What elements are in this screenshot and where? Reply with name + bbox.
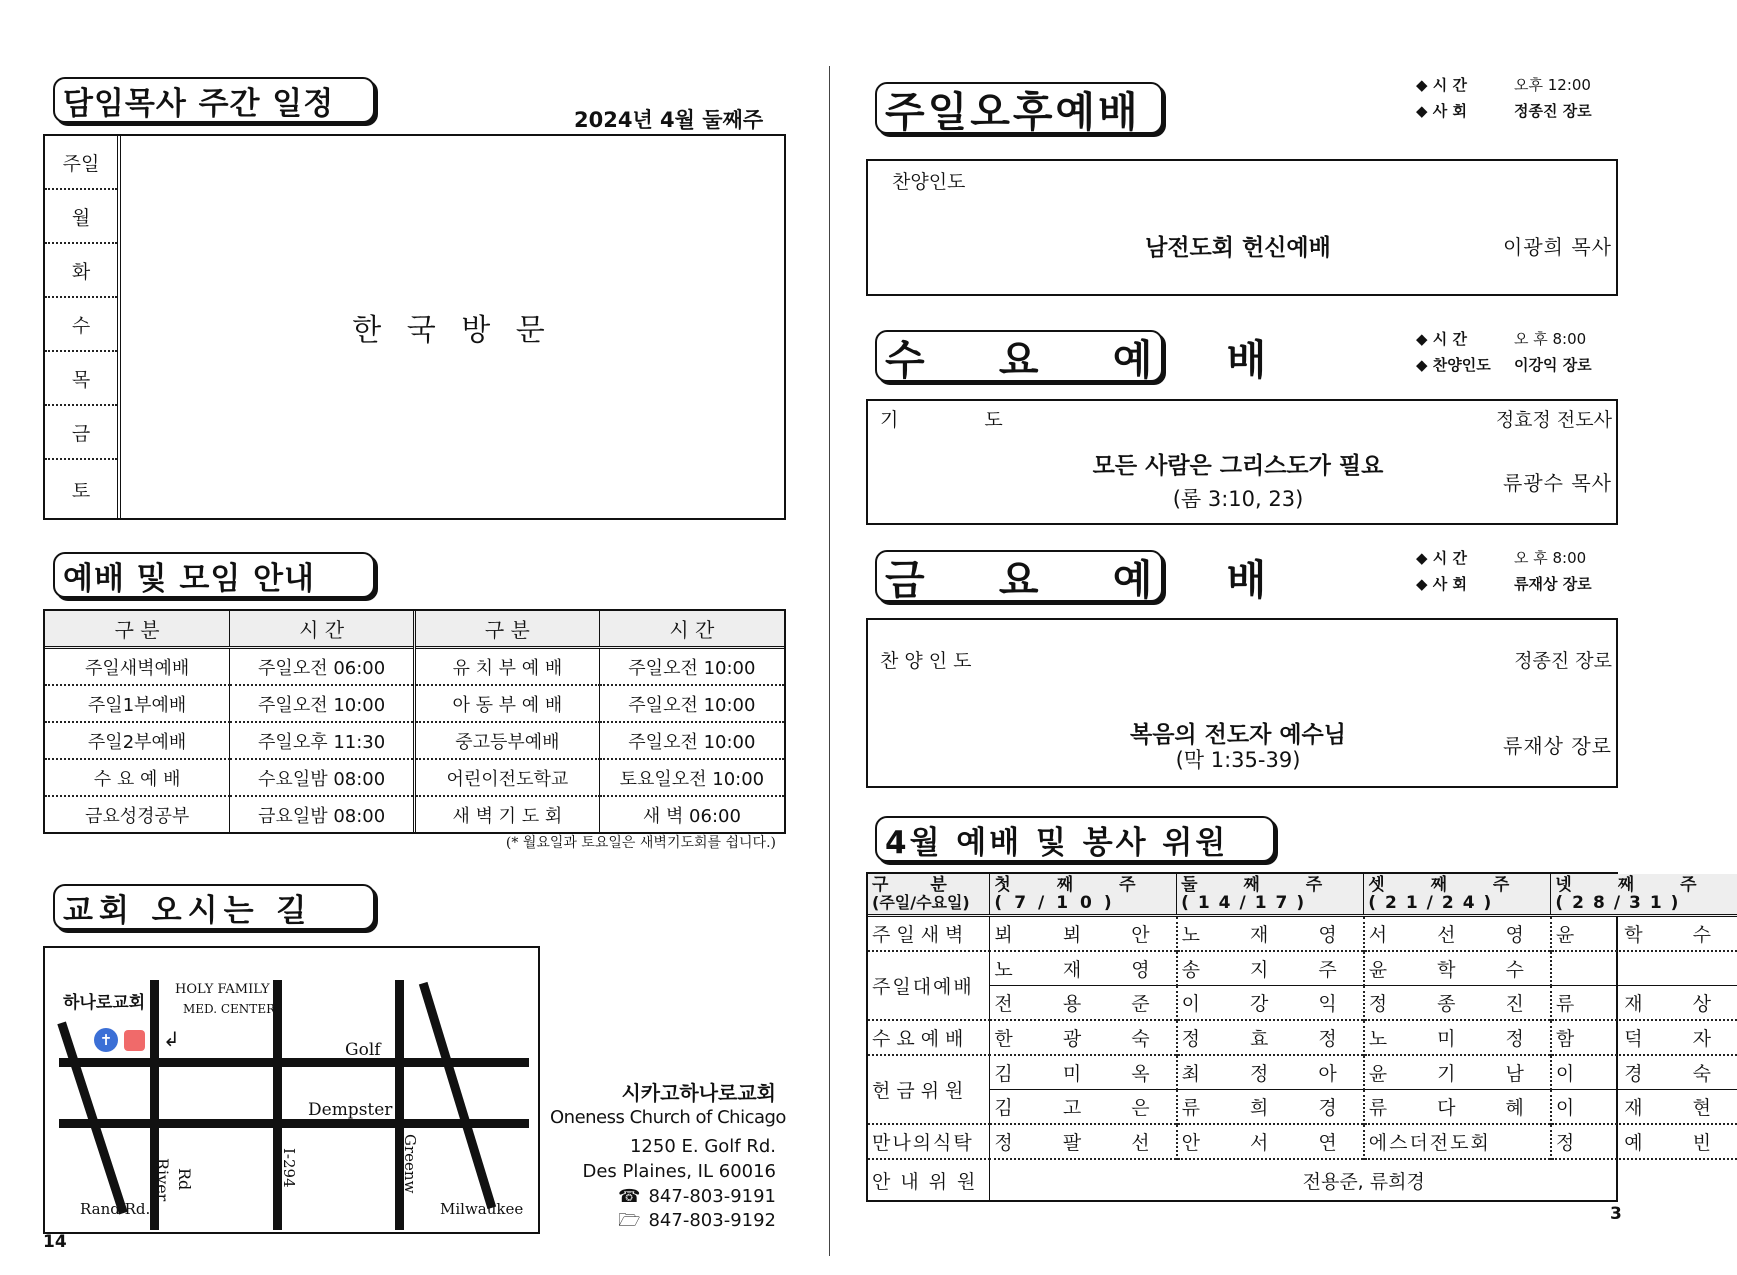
info-value: 정종진 장로 xyxy=(1514,102,1592,120)
services-header: 시 간 xyxy=(669,618,715,642)
duty-name: 이 경 숙 xyxy=(1555,1063,1734,1085)
info-value: 류재상 장로 xyxy=(1514,575,1592,593)
duty-role: 헌금위원 xyxy=(868,1055,990,1124)
service-time: 주일오전 06:00 xyxy=(230,648,415,686)
duty-name: 정 팔 선 xyxy=(990,1124,1177,1159)
service-name: 아 동 부 예 배 xyxy=(415,685,600,722)
service-time: 주일오전 10:00 xyxy=(230,685,415,722)
church-name-en: Oneness Church of Chicago xyxy=(550,1107,786,1128)
fax-number: 847-803-9192 xyxy=(648,1210,776,1231)
duty-name: 윤 학 수 xyxy=(1555,924,1734,946)
table-row xyxy=(45,722,784,759)
hospital-label-2: MED. CENTER xyxy=(183,1002,276,1016)
table-row xyxy=(868,986,1737,1021)
table-row xyxy=(868,1159,1737,1200)
worship-leader-label: 찬 양 인 도 xyxy=(880,650,972,672)
dempster-road xyxy=(59,1119,529,1128)
wednesday-info xyxy=(1416,326,1592,378)
street-address: 1250 E. Golf Rd. xyxy=(629,1136,776,1157)
service-name: 주일1부예배 xyxy=(45,685,230,722)
service-time: 주일오전 10:00 xyxy=(599,685,784,722)
duty-name: 이 재 현 xyxy=(1555,1097,1734,1119)
duty-name: 최 정 아 xyxy=(1177,1055,1364,1090)
service-name: 주일새벽예배 xyxy=(45,648,230,686)
services-title: 예배 및 모임 안내 xyxy=(53,552,375,598)
weekly-schedule-box xyxy=(43,134,786,520)
hospital-label-1: HOLY FAMILY xyxy=(175,982,270,997)
friday-box xyxy=(866,618,1618,788)
milwaukee-road xyxy=(419,982,496,1209)
i294-road xyxy=(273,980,282,1230)
prayer-label: 기 도 xyxy=(880,409,1043,431)
preacher-name: 류광수 목사 xyxy=(1503,471,1612,495)
sermon-title: 복음의 전도자 예수님 xyxy=(1130,722,1346,748)
directions-title: 교회 오시는 길 xyxy=(53,884,375,930)
friday-info xyxy=(1416,545,1592,597)
sunday-pm-box xyxy=(866,159,1618,296)
city-address: Des Plaines, IL 60016 xyxy=(582,1161,776,1182)
table-row xyxy=(868,951,1737,986)
duty-name: 정 효 정 xyxy=(1177,1020,1364,1055)
services-table-wrap xyxy=(43,609,786,834)
church-name-ko: 시카고하나로교회 xyxy=(621,1081,776,1105)
service-name: 주일2부예배 xyxy=(45,722,230,759)
sunday-pm-info xyxy=(1416,72,1592,124)
duty-name: 류 다 혜 xyxy=(1364,1090,1551,1125)
duty-name: 노 재 영 xyxy=(1177,916,1364,952)
duty-name: 정 예 빈 xyxy=(1555,1132,1734,1154)
day-wednesday: 수 xyxy=(45,298,117,352)
river-label: River xyxy=(153,1158,172,1202)
duty-role: 만나의식탁 xyxy=(868,1124,990,1159)
table-row xyxy=(868,1090,1737,1125)
info-label: ◆ 시 간 xyxy=(1416,330,1467,348)
duty-name: 안 서 연 xyxy=(1177,1124,1364,1159)
guide-names: 전용준, 류희경 xyxy=(1302,1170,1425,1193)
week-header: 둘 째 주 (14/17) xyxy=(1177,874,1364,916)
duty-name: 윤 기 남 xyxy=(1364,1055,1551,1090)
duty-title: 4월 예배 및 봉사 위원 xyxy=(875,816,1275,862)
duty-name: 전 용 준 xyxy=(990,986,1177,1021)
rand-road xyxy=(57,1022,127,1215)
duty-name: 류 희 경 xyxy=(1177,1090,1364,1125)
preacher-name: 이광희 목사 xyxy=(1503,235,1612,259)
weekly-schedule-title: 담임목사 주간 일정 xyxy=(53,77,375,123)
entrance-arrow-icon: ↲ xyxy=(163,1027,180,1051)
service-name: 금요성경공부 xyxy=(45,796,230,832)
prayer-name: 정효정 전도사 xyxy=(1495,409,1612,431)
info-value: 오후 12:00 xyxy=(1514,76,1591,94)
services-table xyxy=(45,611,784,832)
info-label: ◆ 사 회 xyxy=(1416,575,1467,593)
service-time: 금요일밤 08:00 xyxy=(230,796,415,832)
wednesday-title: 수 요 예 배 xyxy=(875,330,1163,382)
day-friday: 금 xyxy=(45,406,117,460)
preacher-name: 류재상 장로 xyxy=(1503,734,1612,758)
info-label: ◆ 시 간 xyxy=(1416,76,1467,94)
service-name: 유 치 부 예 배 xyxy=(415,648,600,686)
table-row xyxy=(45,685,784,722)
rand-label: Rand Rd. xyxy=(80,1200,151,1218)
table-row xyxy=(868,1055,1737,1090)
duty-role: 수요예배 xyxy=(868,1020,990,1055)
duty-header-label: 구 분 (주일/수요일) xyxy=(868,874,990,916)
duty-name: 뵈 뵈 안 xyxy=(990,916,1177,952)
services-header: 구 분 xyxy=(45,611,230,648)
service-time: 주일오후 11:30 xyxy=(230,722,415,759)
day-sunday: 주일 xyxy=(45,136,117,190)
church-cross-icon: ✝ xyxy=(94,1028,118,1052)
duty-role: 주일새벽 xyxy=(868,916,990,952)
info-value: 오 후 8:00 xyxy=(1514,330,1587,348)
table-row xyxy=(868,916,1737,952)
service-time: 토요일오전 10:00 xyxy=(599,759,784,796)
service-name: 어린이전도학교 xyxy=(415,759,600,796)
info-label: ◆ 사 회 xyxy=(1416,102,1467,120)
rd-label: Rd xyxy=(175,1168,194,1191)
fax-icon: 🗁 xyxy=(618,1210,641,1231)
services-header: 구 분 xyxy=(415,611,600,648)
greenwood-label: Greenw xyxy=(401,1134,419,1194)
duty-name: 윤 학 수 xyxy=(1364,951,1551,986)
info-label: ◆ 시 간 xyxy=(1416,549,1467,567)
service-time: 주일오전 10:00 xyxy=(599,722,784,759)
duty-name: 서 선 영 xyxy=(1364,916,1551,952)
table-row xyxy=(45,648,784,686)
day-tuesday: 화 xyxy=(45,244,117,298)
service-time: 주일오전 10:00 xyxy=(599,648,784,686)
duty-name: 김 미 옥 xyxy=(990,1055,1177,1090)
info-label: ◆ 찬양인도 xyxy=(1416,356,1491,374)
church-address xyxy=(550,1080,786,1233)
sunday-pm-title: 주일오후예배 xyxy=(875,82,1163,134)
scripture: (롬 3:10, 23) xyxy=(1172,487,1304,511)
service-name: 새 벽 기 도 회 xyxy=(415,796,600,832)
page-number-left: 14 xyxy=(43,1232,67,1252)
day-monday: 월 xyxy=(45,190,117,244)
milwaukee-label: Milwaukee xyxy=(440,1200,524,1218)
duty-name: 김 고 은 xyxy=(990,1090,1177,1125)
phone-number: 847-803-9191 xyxy=(648,1186,776,1207)
church-label: 하나로교회 xyxy=(63,993,146,1013)
schedule-text: 한 국 방 문 xyxy=(352,313,553,348)
service-name: 수 요 예 배 xyxy=(45,759,230,796)
services-note: (* 월요일과 토요일은 새벽기도회를 쉽니다.) xyxy=(505,835,776,851)
week-label: 2024년 4월 둘째주 xyxy=(574,108,764,132)
duty-name xyxy=(1551,951,1737,986)
duty-name: 노 미 정 xyxy=(1364,1020,1551,1055)
duty-table xyxy=(868,874,1737,1200)
day-saturday: 토 xyxy=(71,479,91,502)
duty-name: 송 지 주 xyxy=(1177,951,1364,986)
worship-leader-name: 정종진 장로 xyxy=(1514,650,1612,672)
info-value: 이강익 장로 xyxy=(1514,356,1592,374)
page-divider xyxy=(829,66,830,1256)
dempster-label: Dempster xyxy=(308,1100,393,1120)
golf-label: Golf xyxy=(345,1040,381,1060)
golf-road xyxy=(59,1058,529,1067)
phone-icon: ☎ xyxy=(618,1186,641,1207)
table-row xyxy=(868,1124,1737,1159)
duty-name: 노 재 영 xyxy=(990,951,1177,986)
duty-name: 에스더전도회 xyxy=(1364,1124,1551,1159)
scripture: (막 1:35-39) xyxy=(1175,748,1301,772)
day-thursday: 목 xyxy=(45,352,117,406)
week-header: 첫 째 주 (7/10) xyxy=(990,874,1177,916)
duty-name: 이 강 익 xyxy=(1177,986,1364,1021)
services-header: 시 간 xyxy=(230,611,415,648)
page-number-right: 3 xyxy=(1610,1204,1622,1224)
duty-name: 한 광 숙 xyxy=(990,1020,1177,1055)
worship-leader-label: 찬양인도 xyxy=(892,171,966,193)
week-header: 넷 째 주 (28/31) xyxy=(1551,874,1737,916)
friday-title: 금 요 예 배 xyxy=(875,550,1163,602)
duty-name: 정 종 진 xyxy=(1364,986,1551,1021)
service-time: 새 벽 06:00 xyxy=(642,805,741,827)
i294-label: I-294 xyxy=(280,1148,298,1188)
table-row xyxy=(45,759,784,796)
duty-name: 함 덕 자 xyxy=(1555,1028,1734,1050)
hospital-marker-icon xyxy=(124,1030,145,1051)
table-row xyxy=(868,1020,1737,1055)
duty-table-wrap xyxy=(866,872,1734,1202)
service-name: 중고등부예배 xyxy=(415,722,600,759)
duty-role: 안내위원 xyxy=(868,1159,990,1200)
wednesday-box xyxy=(866,399,1618,525)
duty-name: 류 재 상 xyxy=(1555,993,1734,1015)
map xyxy=(43,946,540,1234)
info-value: 오 후 8:00 xyxy=(1514,549,1587,567)
week-header: 셋 째 주 (21/24) xyxy=(1364,874,1551,916)
table-row xyxy=(45,796,784,832)
duty-role: 주일대예배 xyxy=(868,951,990,1020)
service-time: 수요일밤 08:00 xyxy=(230,759,415,796)
sermon-title: 남전도회 헌신예배 xyxy=(1145,235,1331,261)
sermon-title: 모든 사람은 그리스도가 필요 xyxy=(1092,453,1384,479)
